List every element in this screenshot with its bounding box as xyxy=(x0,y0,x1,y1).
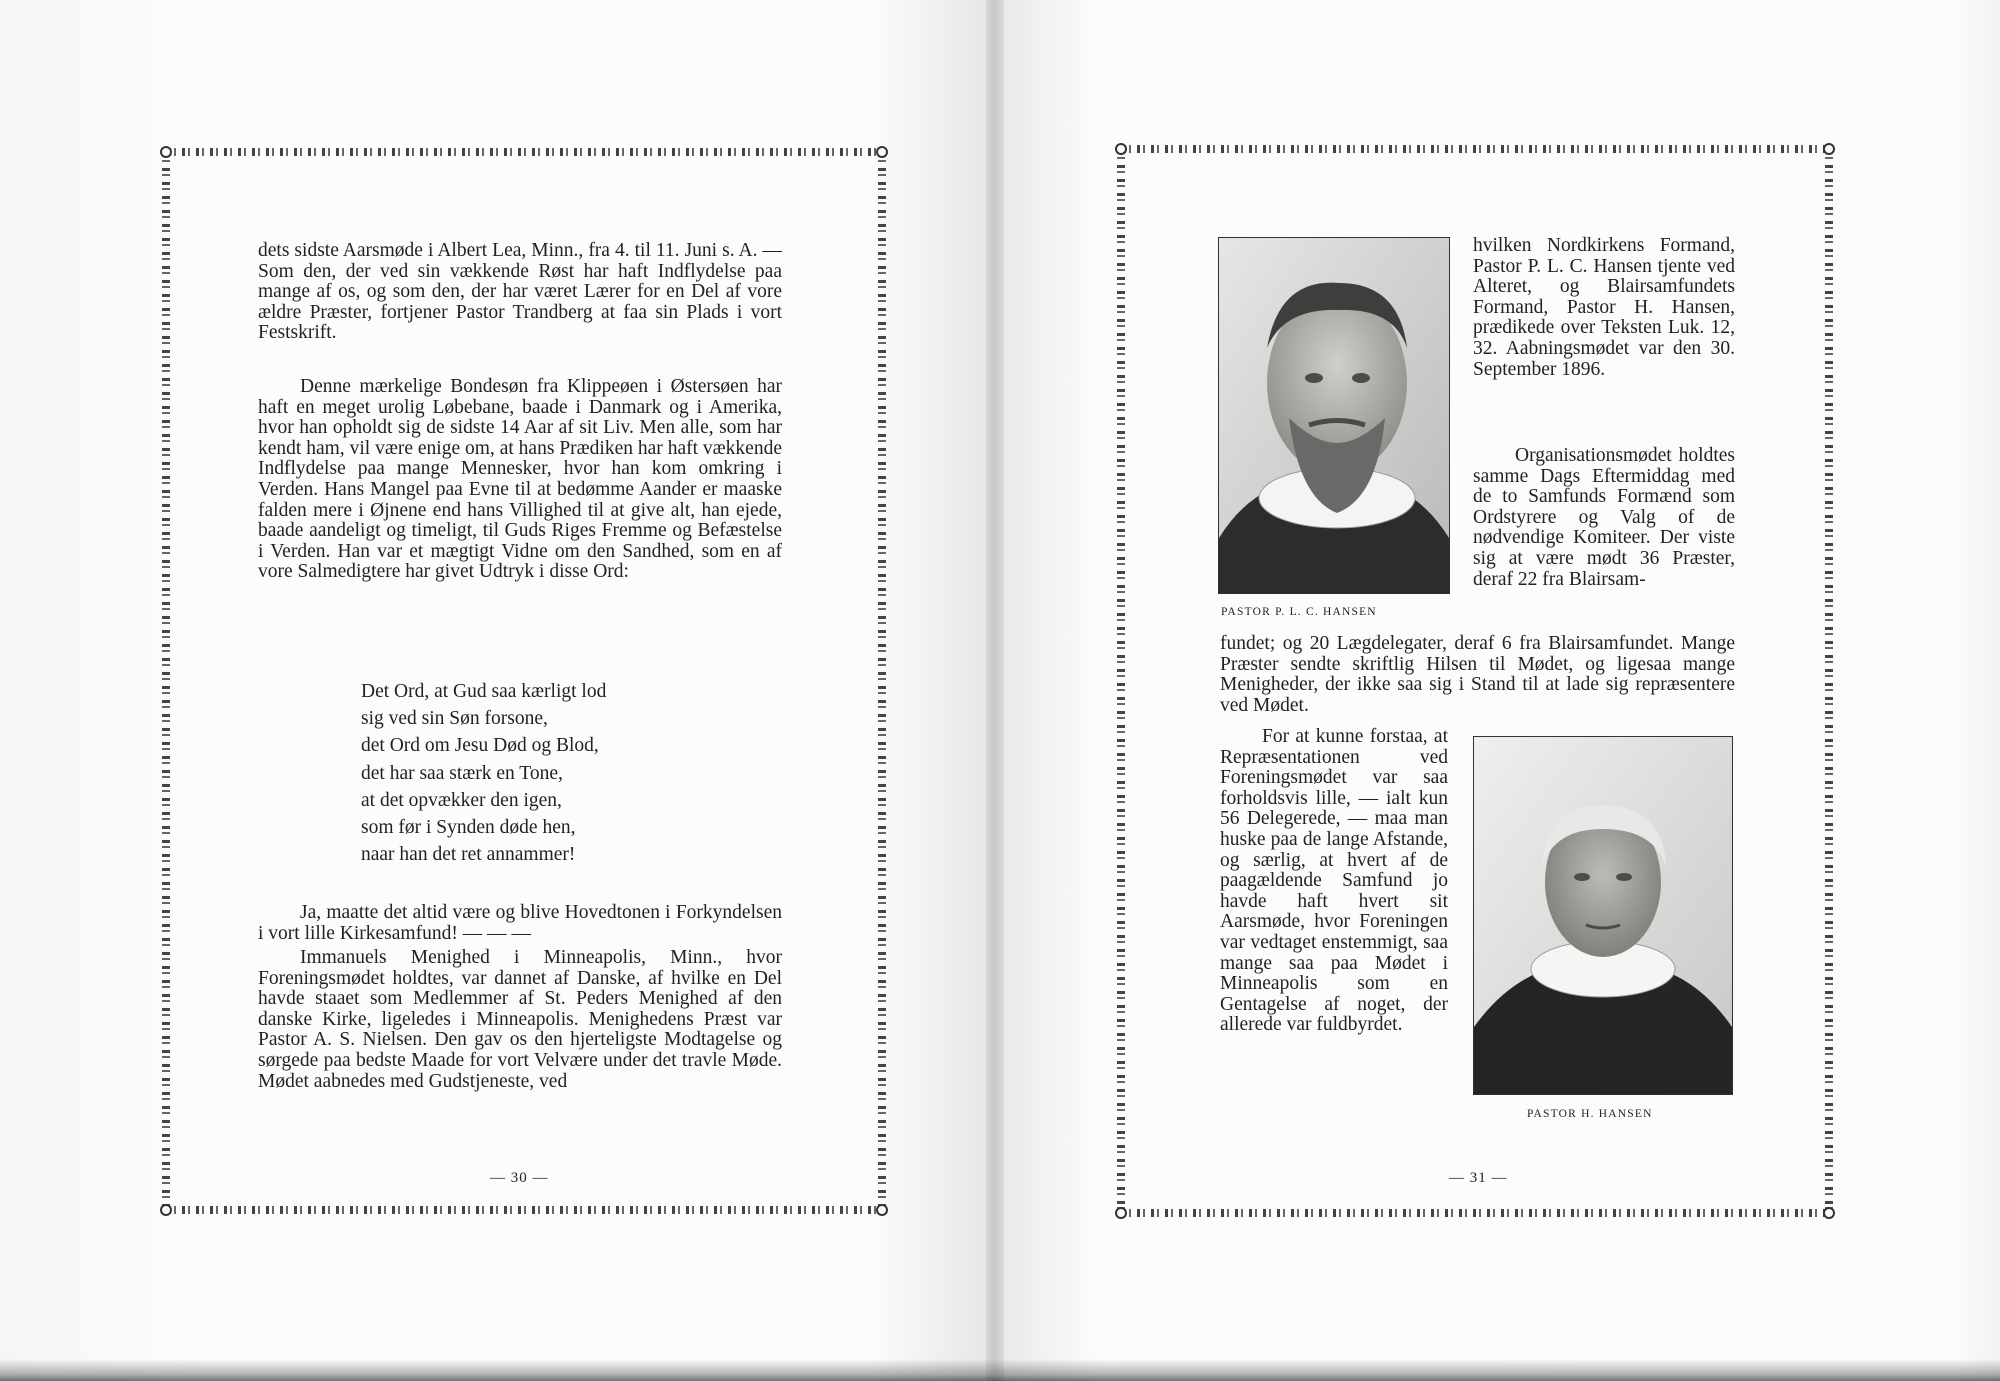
hymn-line: det har saa stærk en Tone, xyxy=(361,762,563,784)
right-text-full-width: fundet; og 20 Lægdelegater, deraf 6 fra Blairsamfundet. Mange Præster sendte skriftlig Hilsen til Mødet, og ligesaa mange Menigheder, der ikke saa sig i Stand til at lade sig repræsentere ved Mødet. xyxy=(1220,633,1735,716)
hymn-line: naar han det ret annammer! xyxy=(361,844,576,866)
scan-edge-shadow xyxy=(0,1359,2000,1381)
caption-pastor-plc-hansen: PASTOR P. L. C. HANSEN xyxy=(1221,606,1377,618)
hymn-line: Det Ord, at Gud saa kærligt lod xyxy=(361,681,607,702)
hymn-line: at det opvækker den igen, xyxy=(361,789,562,811)
caption-pastor-h-hansen: PASTOR H. HANSEN xyxy=(1527,1108,1653,1120)
hymn-verse xyxy=(361,678,606,868)
right-text-beside-photo-2: For at kunne forstaa, at Repræsentationen ved Foreningsmødet var saa forholdsvis lille, — ialt kun 56 Delegerede, — maa man huske paa de lange Afstande, og særlig, at hvert af de paagældende Samfund jo havde haft hvert sit Aarsmøde, hvor Foreningen var vedtaget enstemmigt, saa mange saa paa Mødet i Minneapolis som en Gentagelse af noget, der allerede var fuldbyrdet. xyxy=(1220,726,1448,1036)
left-paragraph-3: Ja, maatte det altid være og blive Hovedtonen i Forkyndelsen i vort lille Kirkesamfund! — — — xyxy=(258,902,782,944)
page-number-30: — 30 — xyxy=(490,1170,549,1186)
portrait-pastor-h-hansen xyxy=(1473,736,1733,1095)
hymn-line: det Ord om Jesu Død og Blod, xyxy=(361,735,599,757)
book-gutter xyxy=(986,0,1004,1381)
left-paragraph-2: Denne mærkelige Bondesøn fra Klippeøen i Østersøen har haft en meget urolig Løbebane, baade i Danmark og i Amerika, hvor han opholdt sig de sidste 14 Aar af sit Liv. Men alle, som har kendt ham, vil være enige om, at hans Prædiken har haft vækkende Indflydelse paa mange Mennesker, hvor han kom omkring i Verden. Hans Mangel paa Evne til at bedømme Aander er maaske falden mere i Øjnene end hans Villighed til at give alt, han ejede, baade aandeligt og timeligt, til Guds Riges Fremme og Befæstelse i Verden. Han var et mægtigt Vidne om den Sandhed, som en af vore Salmedigtere har givet Udtryk i disse Ord: xyxy=(258,376,782,583)
hymn-line: som før i Synden døde hen, xyxy=(361,817,576,839)
portrait-pastor-plc-hansen xyxy=(1218,237,1450,594)
page-number-31: — 31 — xyxy=(1449,1170,1508,1186)
left-paragraph-1: dets sidste Aarsmøde i Albert Lea, Minn., fra 4. til 11. Juni s. A. — Som den, der ved sin vækkende Røst har haft Indflydelse paa mange af os, og som den, der har været Lærer for en Del af vore ældre Præster, fortjener Pastor Trandberg at faa sin Plads i vort Festskrift. xyxy=(258,240,782,344)
right-text-beside-photo-1: hvilken Nordkirkens Formand, Pastor P. L. C. Hansen tjente ved Alteret, og Blairsamfundets Formand, Pastor H. Hansen, prædikede over Teksten Luk. 12, 32. Aabningsmødet var den 30. September 1896. xyxy=(1473,235,1735,380)
right-text-organisation-meeting: Organisationsmødet holdtes samme Dags Eftermiddag med de to Samfunds Formænd som Ordstyrere og Valg of de nødvendige Komiteer. Der viste sig at være mødt 36 Præster, deraf 22 fra Blairsam- xyxy=(1473,445,1735,590)
left-paragraph-4: Immanuels Menighed i Minneapolis, Minn., hvor Foreningsmødet holdtes, var dannet af Danske, af hvilke en Del havde staaet som Medlemmer af St. Peders Menighed af den danske Kirke, ligeledes i Minneapolis. Menighedens Præst var Pastor A. S. Nielsen. Den gav os den hjerteligste Modtagelse og sørgede paa bedste Maade for vort Velvære under det travle Møde. Mødet aabnedes med Gudstjeneste, ved xyxy=(258,947,782,1092)
hymn-line: sig ved sin Søn forsone, xyxy=(361,708,548,730)
